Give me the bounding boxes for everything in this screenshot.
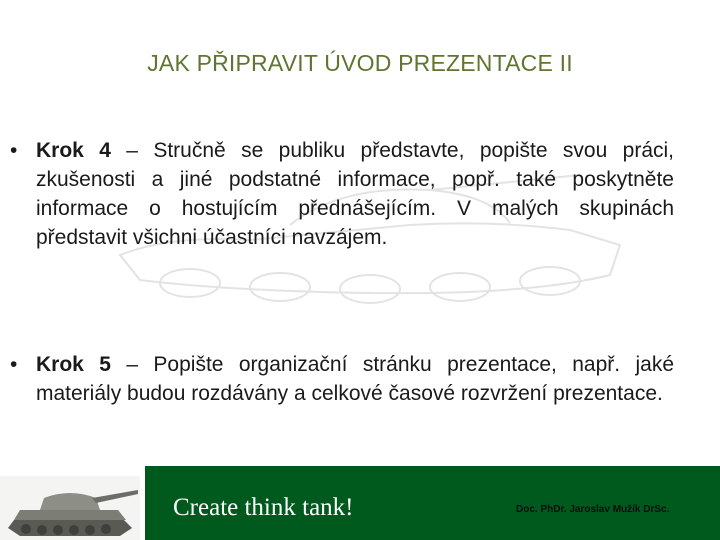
bullet-lead: Krok 4 (36, 139, 111, 162)
bullet-step-5 (10, 350, 674, 408)
tank-image (0, 476, 140, 540)
footer-tagline: Create think tank! (173, 494, 354, 521)
bullet-marker: • (10, 353, 18, 376)
bullet-lead: Krok 5 (36, 353, 111, 376)
bullet-text (36, 136, 674, 252)
bullet-marker: • (10, 139, 18, 162)
bullet-body: – Stručně se publiku představte, popište svou práci, zkušenosti a jiné podstatné informace, popř. také poskytněte informace o hostujícím přednášejícím. V malých skupinách představit všichni účastníci navzájem. (36, 139, 674, 249)
slide-title: JAK PŘIPRAVIT ÚVOD PREZENTACE II (147, 50, 573, 76)
bullet-body: – Popište organizační stránku prezentace, např. jaké materiály budou rozdávány a celkové časové rozvržení prezentace. (36, 353, 675, 405)
footer-author: Doc. PhDr. Jaroslav Mužík DrSc. (516, 504, 670, 515)
bullet-text (36, 350, 674, 408)
bullet-step-4 (10, 136, 674, 252)
